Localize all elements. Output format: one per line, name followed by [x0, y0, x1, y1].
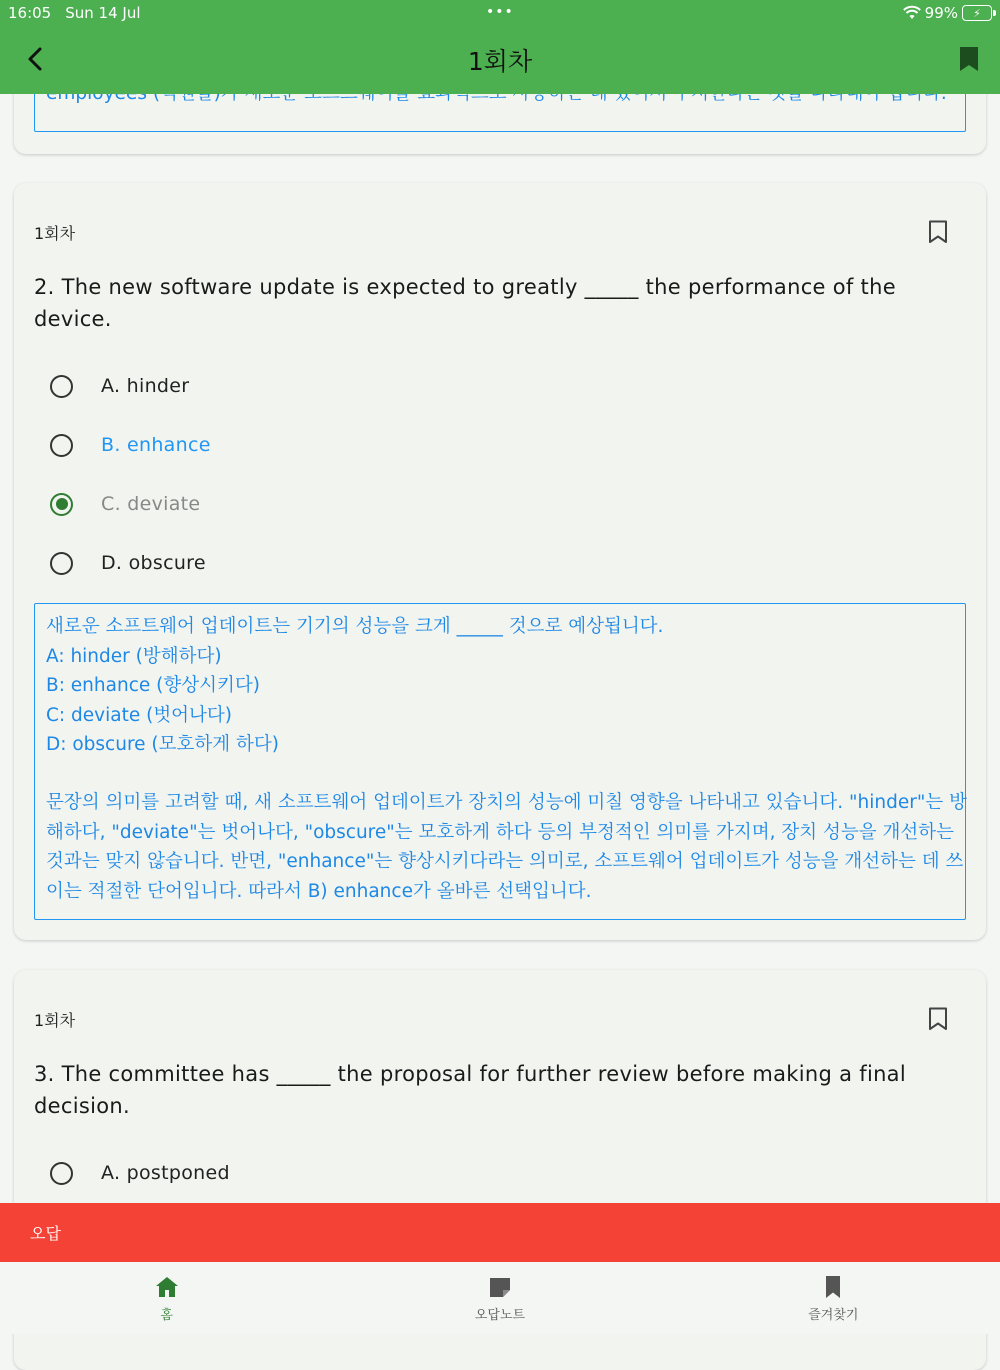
nav-home-label: 홈: [160, 1307, 173, 1323]
option-d[interactable]: [50, 543, 206, 583]
radio-checked-icon[interactable]: [50, 493, 73, 516]
option-label: A. hinder: [101, 375, 190, 397]
round-label: 1회차: [34, 1011, 76, 1030]
question-list[interactable]: [0, 94, 1000, 1203]
nav-home[interactable]: [0, 1262, 333, 1334]
option-c[interactable]: [50, 484, 200, 524]
option-label: D. obscure: [101, 552, 206, 574]
explanation-line: B: enhance (향상시키다): [46, 675, 260, 697]
app-bar: [0, 26, 1000, 94]
question-text: 2. The new software update is expected to greatly _____ the performance of the device.: [34, 275, 896, 331]
question-text: 3. The committee has _____ the proposal for further review before making a final decision.: [34, 1062, 906, 1118]
spacer: [46, 760, 954, 788]
explanation-box: [34, 603, 966, 920]
note-icon: [487, 1274, 513, 1300]
option-a[interactable]: [50, 366, 189, 406]
bottom-navigation: [0, 1262, 1000, 1334]
explanation-paragraph-line: 해하다, "deviate"는 벗어나다, "obscure"는 모호하게 하다 등의 부정적인 의미를 가지며, 장치 성능을 개선하는: [46, 821, 954, 843]
status-date: Sun 14 Jul: [65, 4, 141, 22]
option-label-selected: C. deviate: [101, 493, 201, 515]
page-title: 1회차: [467, 47, 533, 76]
bookmark-outline-icon[interactable]: [928, 1007, 948, 1031]
battery-charging-icon: ⚡: [962, 5, 992, 21]
radio-unchecked-icon[interactable]: [50, 375, 73, 398]
nav-favorites-label: 즐겨찾기: [808, 1307, 859, 1323]
multitask-dots-icon[interactable]: •••: [486, 4, 514, 20]
option-b[interactable]: [50, 425, 211, 465]
wrong-answer-label: 오답: [30, 1224, 61, 1243]
option-label-correct: B. enhance: [101, 434, 211, 456]
nav-wrong-note-label: 오답노트: [474, 1307, 526, 1323]
explanation-paragraph-line: 이는 적절한 단어입니다. 따라서 B) enhance가 올바른 선택입니다.: [46, 880, 592, 902]
option-a[interactable]: [50, 1153, 230, 1193]
back-arrow-icon[interactable]: [22, 44, 52, 74]
nav-wrong-note[interactable]: [333, 1262, 666, 1334]
status-bar: [0, 0, 1000, 26]
radio-unchecked-icon[interactable]: [50, 552, 73, 575]
wifi-icon: [903, 6, 921, 20]
round-label: 1회차: [34, 224, 76, 243]
option-label: A. postponed: [101, 1162, 230, 1184]
explanation-line: C: deviate (벗어나다): [46, 704, 233, 726]
home-icon: [154, 1274, 180, 1300]
radio-unchecked-icon[interactable]: [50, 434, 73, 457]
battery-percent: 99%: [924, 4, 958, 22]
bookmark-icon: [820, 1274, 846, 1300]
bookmark-filled-icon[interactable]: [958, 46, 980, 72]
explanation-paragraph-line: 것과는 맞지 않습니다. 반면, "enhance"는 향상시키다라는 의미로, 소프트웨어 업데이트가 성능을 개선하는 데 쓰: [46, 851, 964, 873]
explanation-line: A: hinder (방해하다): [46, 645, 222, 667]
status-time: 16:05: [8, 4, 52, 22]
wrong-answer-banner: [0, 1203, 1000, 1262]
bookmark-outline-icon[interactable]: [928, 220, 948, 244]
explanation-line: D: obscure (모호하게 하다): [46, 734, 279, 756]
explanation-paragraph-line: 문장의 의미를 고려할 때, 새 소프트웨어 업데이트가 장치의 성능에 미칠 영향을 나타내고 있습니다. "hinder"는 방: [46, 791, 968, 813]
nav-favorites[interactable]: [667, 1262, 1000, 1334]
question-card: [14, 183, 986, 940]
radio-unchecked-icon[interactable]: [50, 1162, 73, 1185]
explanation-line: 새로운 소프트웨어 업데이트는 기기의 성능을 크게 _____ 것으로 예상됩니다.: [46, 616, 664, 637]
